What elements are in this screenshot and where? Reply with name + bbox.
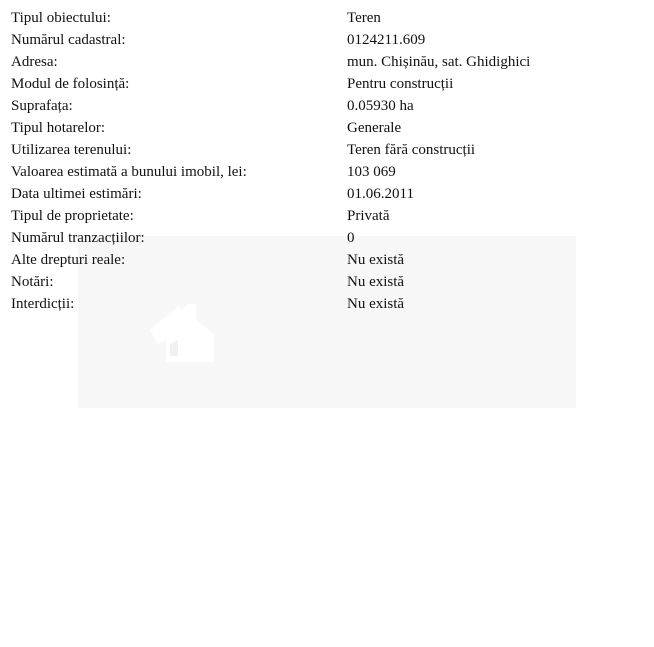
property-info-table [11,8,611,316]
label-estimated-value: Valoarea estimată a bunului imobil, lei: [11,164,247,180]
row-area [11,96,611,118]
value-cadastral-number: 0124211.609 [347,32,426,48]
label-last-estimation-date: Data ultimei estimări: [11,186,142,202]
row-estimated-value [11,162,611,184]
label-other-rights: Alte drepturi reale: [11,252,126,268]
label-ownership-type: Tipul de proprietate: [11,208,134,224]
label-usage-mode: Modul de folosință: [11,76,130,92]
value-boundary-type: Generale [347,120,402,136]
row-last-estimation-date [11,184,611,206]
value-prohibitions: Nu există [347,296,405,312]
label-area: Suprafața: [11,98,73,114]
label-transaction-count: Numărul tranzacțiilor: [11,230,145,246]
value-transaction-count: 0 [347,230,355,246]
row-transaction-count [11,228,611,250]
value-address: mun. Chișinău, sat. Ghidighici [347,54,531,70]
row-boundary-type [11,118,611,140]
row-address [11,52,611,74]
value-land-use: Teren fără construcții [347,142,476,158]
value-estimated-value: 103 069 [347,164,396,180]
label-address: Adresa: [11,54,58,70]
row-usage-mode [11,74,611,96]
row-prohibitions [11,294,611,316]
value-object-type: Teren [347,10,381,26]
row-other-rights [11,250,611,272]
value-other-rights: Nu există [347,252,405,268]
row-object-type [11,8,611,30]
label-boundary-type: Tipul hotarelor: [11,120,106,136]
label-land-use: Utilizarea terenului: [11,142,132,158]
label-object-type: Tipul obiectului: [11,10,111,26]
value-area: 0.05930 ha [347,98,414,114]
label-prohibitions: Interdicții: [11,296,75,312]
row-ownership-type [11,206,611,228]
row-land-use [11,140,611,162]
value-usage-mode: Pentru construcții [347,76,454,92]
label-notes: Notări: [11,274,54,290]
row-cadastral-number [11,30,611,52]
label-cadastral-number: Numărul cadastral: [11,32,126,48]
value-last-estimation-date: 01.06.2011 [347,186,414,202]
value-ownership-type: Privată [347,208,390,224]
value-notes: Nu există [347,274,405,290]
row-notes [11,272,611,294]
